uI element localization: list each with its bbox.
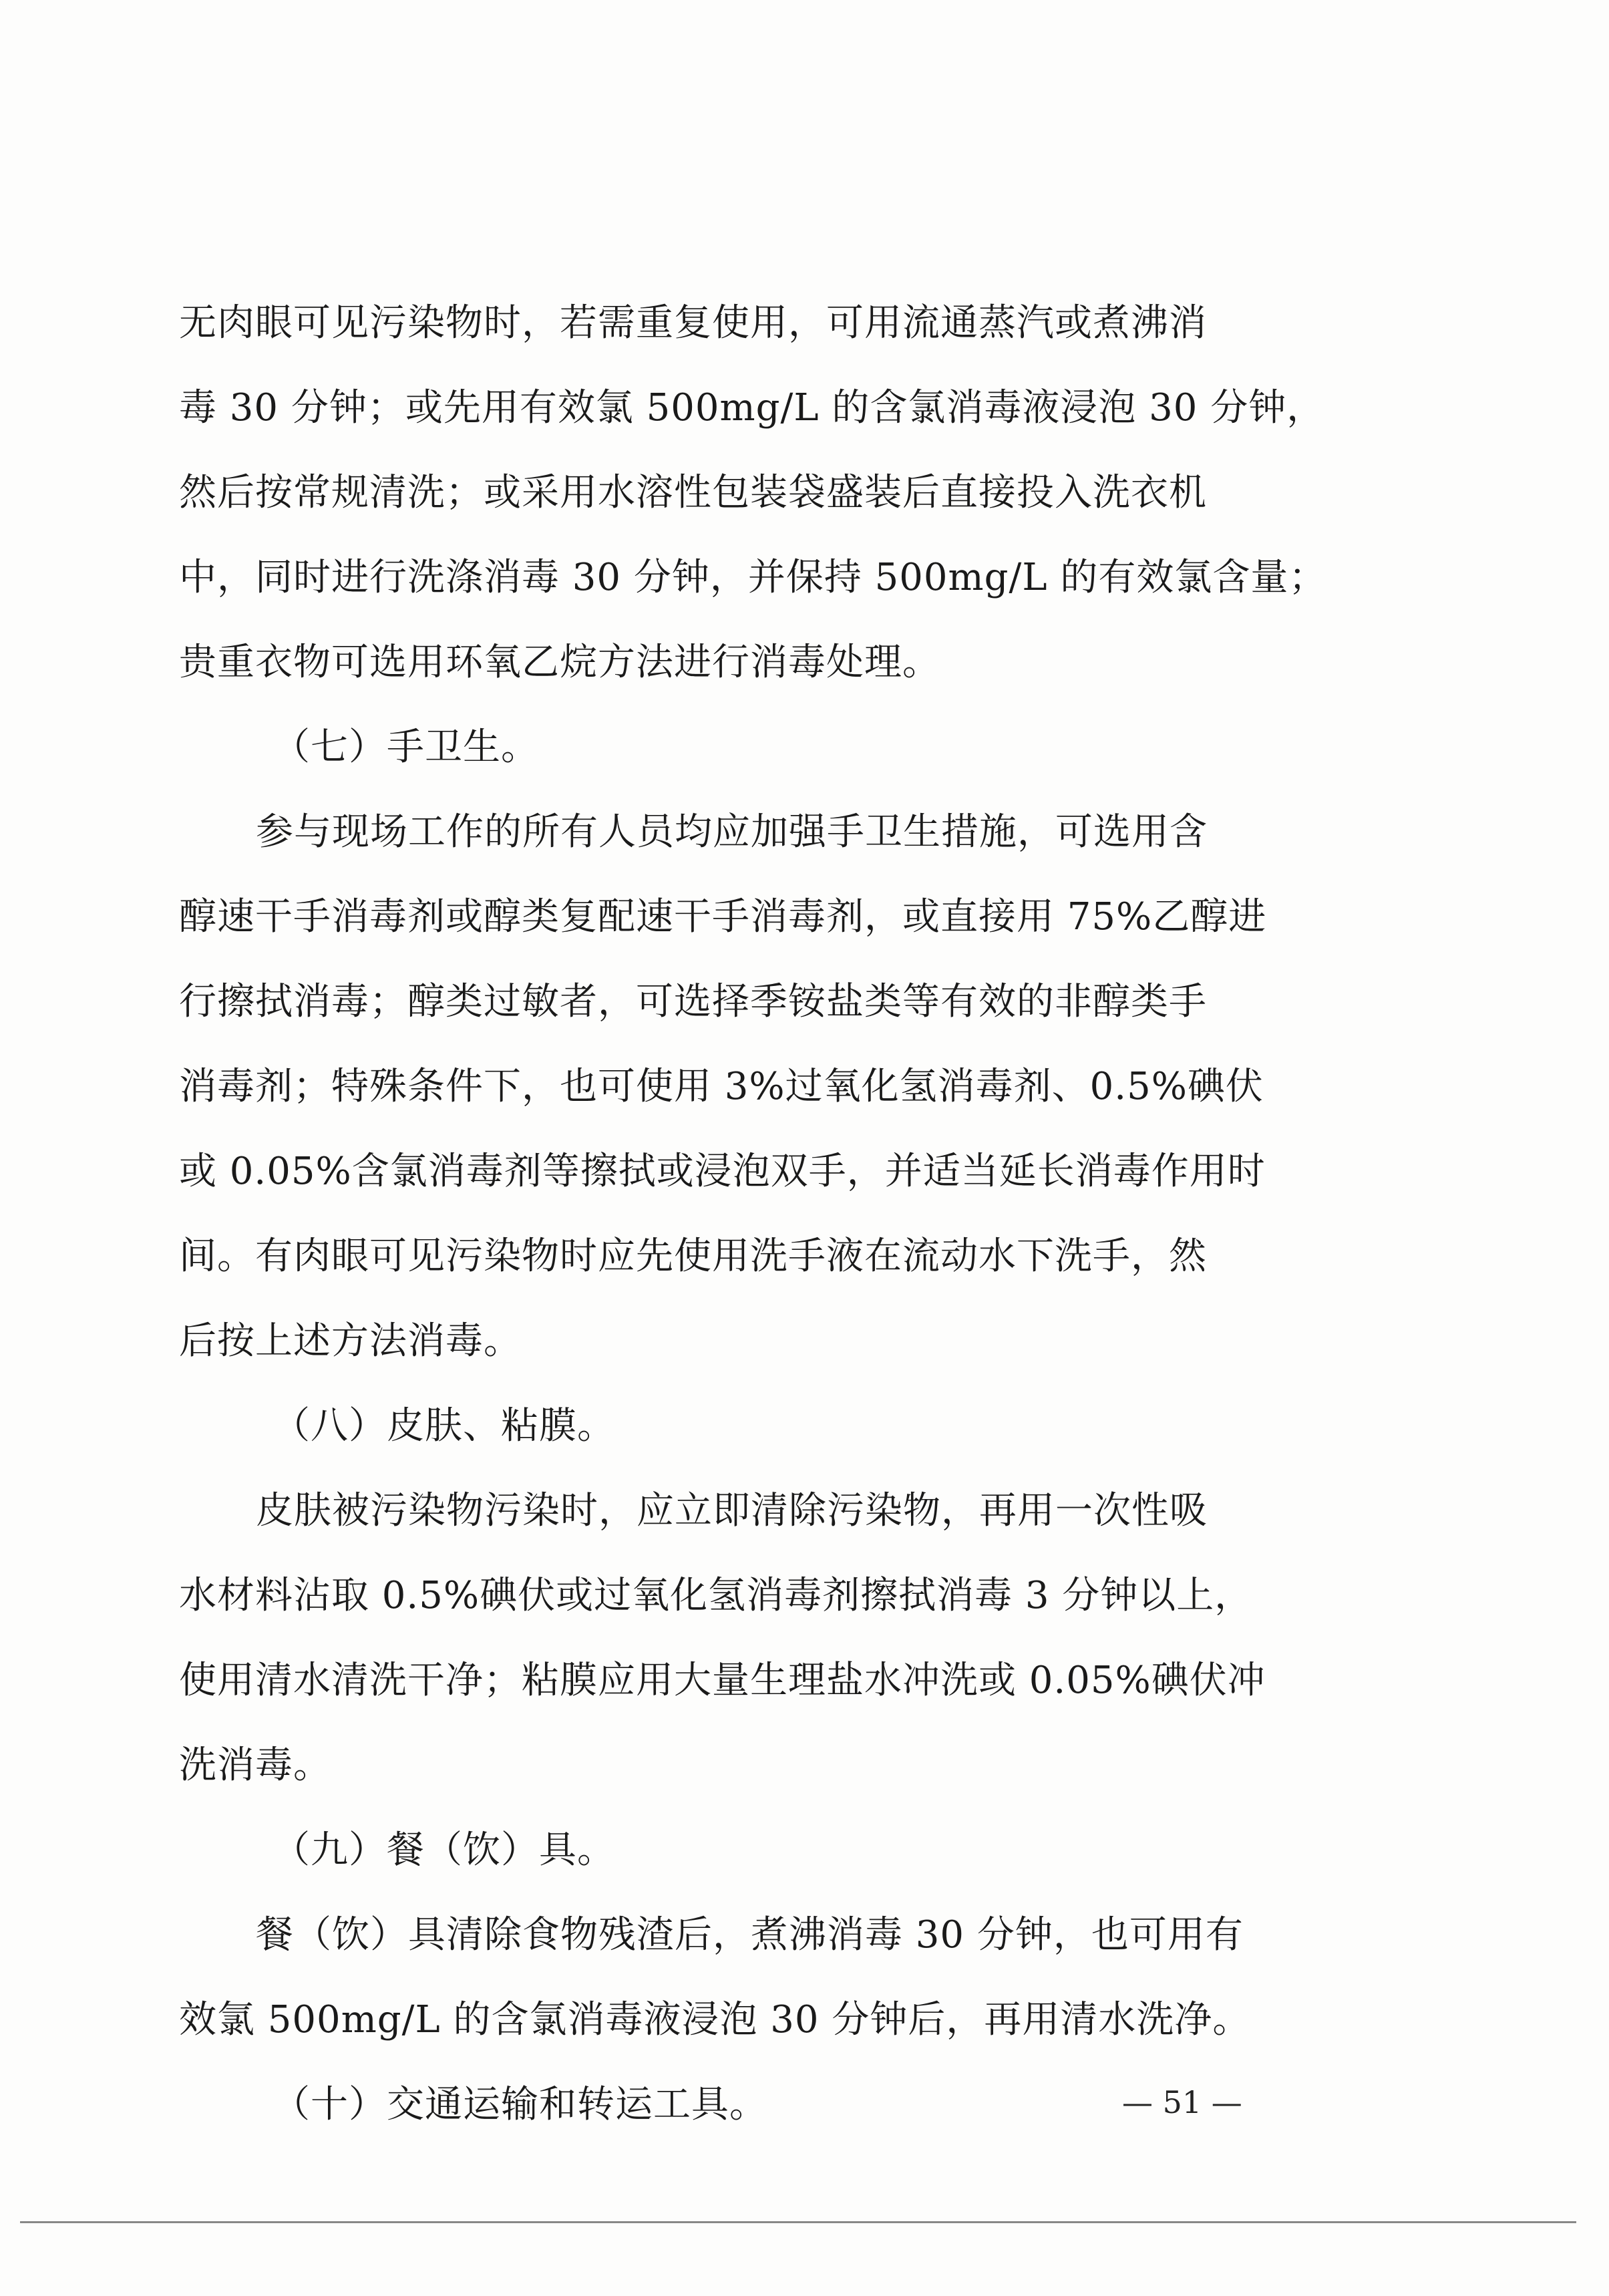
section-heading-transport: （十）交通运输和转运工具。 <box>273 2083 767 2126</box>
text-line: 然后按常规清洗；或采用水溶性包装袋盛装后直接投入洗衣机 <box>179 471 1207 514</box>
section-heading-skin-mucosa: （八）皮肤、粘膜。 <box>273 1404 615 1448</box>
text-line: 皮肤被污染物污染时，应立即清除污染物，再用一次性吸 <box>256 1489 1208 1532</box>
text-line: 参与现场工作的所有人员均应加强手卫生措施，可选用含 <box>256 810 1208 854</box>
section-heading-tableware: （九）餐（饮）具。 <box>273 1828 615 1872</box>
text-line: 水材料沾取 0.5%碘伏或过氧化氢消毒剂擦拭消毒 3 分钟以上， <box>179 1574 1253 1617</box>
text-line: 醇速干手消毒剂或醇类复配速干手消毒剂，或直接用 75%乙醇进 <box>179 895 1267 939</box>
text-line: 效氯 500mg/L 的含氯消毒液浸泡 30 分钟后，再用清水洗净。 <box>179 1998 1251 2041</box>
page-number: — 51 — <box>1122 2084 1242 2120</box>
text-line: 餐（饮）具清除食物残渣后，煮沸消毒 30 分钟，也可用有 <box>256 1913 1244 1957</box>
bottom-divider <box>20 2221 1576 2223</box>
text-line: 间。有肉眼可见污染物时应先使用洗手液在流动水下洗手，然 <box>179 1235 1207 1278</box>
text-line: 或 0.05%含氯消毒剂等擦拭或浸泡双手，并适当延长消毒作用时 <box>179 1150 1266 1193</box>
section-heading-hand-hygiene: （七）手卫生。 <box>273 725 539 769</box>
text-line: 行擦拭消毒；醇类过敏者，可选择季铵盐类等有效的非醇类手 <box>179 980 1207 1023</box>
text-line: 洗消毒。 <box>179 1744 331 1787</box>
text-line: 消毒剂；特殊条件下，也可使用 3%过氧化氢消毒剂、0.5%碘伏 <box>179 1065 1264 1108</box>
text-line: 中，同时进行洗涤消毒 30 分钟，并保持 500mg/L 的有效氯含量； <box>179 556 1327 599</box>
text-line: 使用清水清洗干净；粘膜应用大量生理盐水冲洗或 0.05%碘伏冲 <box>179 1659 1266 1702</box>
text-line: 后按上述方法消毒。 <box>179 1319 522 1363</box>
text-line: 毒 30 分钟；或先用有效氯 500mg/L 的含氯消毒液浸泡 30 分钟， <box>179 386 1325 430</box>
document-body <box>179 281 1328 2147</box>
text-line: 贵重衣物可选用环氧乙烷方法进行消毒处理。 <box>179 641 940 684</box>
text-line: 无肉眼可见污染物时，若需重复使用，可用流通蒸汽或煮沸消 <box>179 301 1207 345</box>
